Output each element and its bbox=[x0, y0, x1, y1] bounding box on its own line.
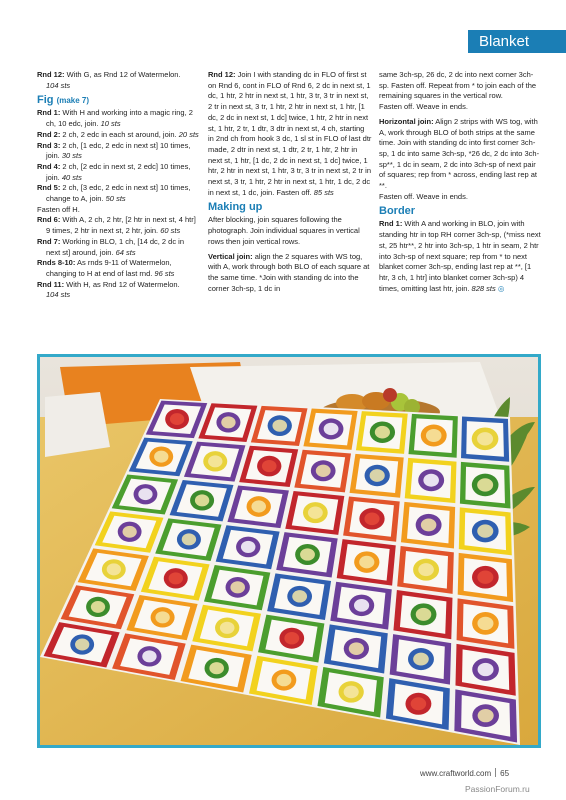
fasten-off-h: Fasten off H. bbox=[37, 204, 80, 214]
making-up-text: After blocking, join squares following the photograph. Join individual squares in vertical rows then join vertical rows. bbox=[208, 215, 360, 246]
column-2 bbox=[208, 70, 372, 294]
fig-rnd-3: Rnd 3: 2 ch, [1 edc, 2 edc in next st] 10 times, join. 30 sts bbox=[37, 140, 191, 161]
fig-rnd-6: Rnd 6: With A, 2 ch, 2 htr, [2 htr in next st, 4 htr] 9 times, 2 htr in next st, 2 htr, join. 60 sts bbox=[37, 215, 196, 236]
vertical-join: Vertical join: align the 2 squares with WS tog, with A, work through both BLO of each square at the same time. *Join with standing dc into the corner 3ch-sp, 1 dc in bbox=[208, 251, 370, 293]
vertical-join-continued: same 3ch-sp, 26 dc, 2 dc into next corner 3ch-sp. Fasten off. Repeat from * to join each of the remaining squares in the vertical row. bbox=[379, 70, 537, 101]
fig-rnds-8-10: Rnds 8-10: As rnds 9-11 of Watermelon, changing to H at end of last rnd. 96 sts bbox=[37, 258, 175, 278]
fig-rnd-1: Rnd 1: With H and working into a magic ring, 2 ch, 10 edc, join. 10 sts bbox=[37, 108, 193, 129]
blanket-illustration bbox=[40, 357, 538, 745]
fasten-off-1: Fasten off. Weave in ends. bbox=[379, 102, 468, 112]
fasten-off-2: Fasten off. Weave in ends. bbox=[379, 191, 468, 201]
fig-rnd-12: Rnd 12: Join I with standing dc in FLO of first st on Rnd 6, cont in FLO of Rnd 6, 2 dc in next st, 1 dc, 1 htr, 2 htr in next st, 1 htr, 3 tr, 3 tr in next st, 2 tr in next st, 3 tr, 1 htr, 2 htr in next st, 1 htr, [1 dc, 2 dc in next st, 1 dc] twice, 1 htr, 2 htr in next st, 1 htr, 2 tr, 1 dtr, 3 dtr in next st, 4 ch, starting in 2nd ch from hook 3 dc, 1 sl st in FLO of last dtr made, 2 dtr in next st, 1 dtr, 2 tr, 1 htr, 2 htr in next st, 1 htr, [1 dc, 2 dc in next st, 1 dc] twice, 1 htr, 2 htr in next st, 1 htr, 3 tr, 3 tr in next st, 2 tr in next st, 3 tr, 1 htr, 2 htr in next st, 1 htr, 1 dc, 2 dc in next st, 1 dc, join. Fasten off. 85 sts bbox=[208, 70, 372, 197]
fig-rnd-2: Rnd 2: 2 ch, 2 edc in each st around, join. 20 sts bbox=[37, 129, 199, 139]
blanket-photo bbox=[37, 354, 541, 748]
end-mark-icon: ◎ bbox=[497, 283, 505, 293]
making-up-heading: Making up bbox=[208, 201, 263, 214]
page-number: 65 bbox=[500, 769, 510, 778]
fig-heading: Fig (make 7) bbox=[37, 94, 90, 107]
footer-url: www.craftworld.com bbox=[420, 769, 492, 778]
fig-rnd-11: Rnd 11: With H, as Rnd 12 of Watermelon. 104 sts bbox=[37, 279, 180, 300]
border-rnd-1: Rnd 1: With A and working in BLO, join with standing htr in top RH corner 3ch-sp, (*miss next st, 25 htr**, 2 htr into 3ch-sp, 1 htr in seam, 2 htr into 3ch-sp of next square; rep from * to next blanket corner 3ch-sp, ending last rep at **, [1 htr, 3 ch, 1 htr] into blanket corner 3ch-sp) 4 times, omitting last htr, join. 828 sts ◎ bbox=[379, 219, 541, 293]
rnd-12-instruction: Rnd 12: With G, as Rnd 12 of Watermelon. 104 sts bbox=[37, 70, 181, 90]
column-1 bbox=[37, 70, 200, 301]
column-3 bbox=[379, 70, 541, 294]
border-heading: Border bbox=[379, 205, 416, 218]
horizontal-join: Horizontal join: Align 2 strips with WS tog, with A, work through BLO of both strips at the same time. Join with standing dc into first corner 3ch-sp, 1 dc into same 3ch-sp, *26 dc, 2 dc into 3ch-sp**, 1 dc in seam, 2 dc into 3ch-sp of next pair of squares; rep from * across, ending last rep at **. bbox=[379, 116, 540, 191]
watermark: PassionForum.ru bbox=[465, 784, 530, 794]
fig-rnd-5: Rnd 5: 2 ch, [3 edc, 2 edc in next st] 10 times, change to A, join. 50 sts bbox=[37, 183, 191, 204]
fig-rnd-4: Rnd 4: 2 ch, [2 edc in next st, 2 edc] 10 times, join. 40 sts bbox=[37, 161, 191, 182]
page-footer bbox=[420, 768, 509, 778]
section-tab: Blanket bbox=[468, 30, 566, 53]
fig-rnd-7: Rnd 7: Working in BLO, 1 ch, [14 dc, 2 dc in next st] around, join. 64 sts bbox=[37, 236, 185, 257]
